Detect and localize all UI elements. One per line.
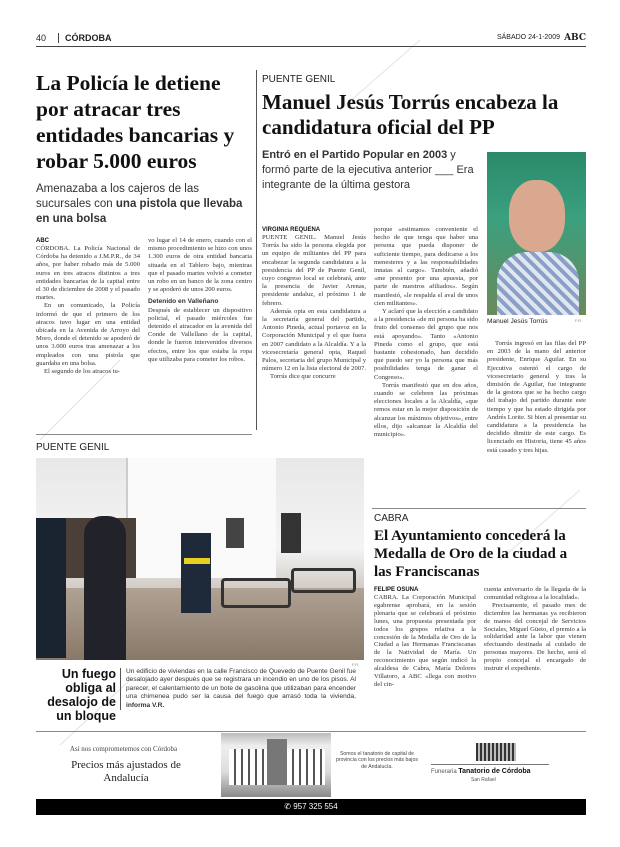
brand-sub: San Rafael [471, 777, 496, 783]
lede-bold: Entró en el Partido Popular en 2003 [262, 149, 448, 161]
story3-section: PUENTE GENIL [36, 442, 110, 453]
ad-brand [431, 767, 581, 784]
funeral-ad[interactable] [36, 733, 586, 817]
paragraph: Precisamente, el pasado mes de diciembre las hermanas ya recibieron de manos del concejal de Servicios Sociales, Miguel Güeto, el premio a la solidaridad ante la labor que vienen efectuando destinada al cuidado de personas mayores. De hecho, será el propio concejal el encargado de instruir el expediente. [484, 601, 586, 673]
byline: ABC [36, 238, 49, 244]
story2-col2 [374, 226, 478, 439]
paragraph: porque «estimamos conveniente el hecho de que tenga que haber una persona que pueda disponer de suficiente tiempo, para dedicarse a los menesteres y a las responsabilidades innatas al cargo». También, añadió «me presento por una apuesta, por parte de nuestros afiliados». Según manifestó, «le respalda el aval de unos cien militantes». [374, 226, 478, 307]
fire-photo [36, 458, 364, 660]
story2-section: PUENTE GENIL [262, 74, 336, 85]
torrus-photo [487, 152, 586, 315]
story1 [36, 70, 252, 376]
brand-logo: ABC [564, 33, 586, 43]
phone-number: 957 325 554 [293, 802, 338, 811]
caption-text: Un edificio de viviendas en la calle Francisco de Quevedo de Puente Genil fue desalojado ayer después que se registrara un incendio en uno de los pisos. Al parecer, el calentamiento de un bote de gasolina que utilizaban para encender una chimenea pudo ser la causa del fuego que arrasó toda la vivienda, [126, 668, 356, 701]
paragraph: PUENTE GENIL. Manuel Jesús Torrús ha sido la persona elegida por un equipo de militantes del PP para encabezar la segunda candidatura a la presidencia del PP de Puente Genil, cuyo congreso local se celebrará, ante la presencia de Javier Arenas, presidente andaluz, el próximo 1 de febrero. [262, 234, 366, 307]
lede-text: y formó parte de la ejecutiva anterior ___ Era integrante de la última gestora [262, 149, 474, 191]
ad-divider [36, 731, 586, 732]
ad-text: Somos el tanatorio de capital de provincia con los precios más bajos de Andalucía. [336, 751, 418, 770]
paragraph: CÓRDOBA. La Policía Nacional de Córdoba ha detenido a J.M.P.R., de 34 años, por haber robado más de 5.000 euros en tres atracos distintos a tres entidades bancarias de la capital entre el 30 de diciembre de 2008 y el pasado martes. [36, 245, 140, 302]
paragraph: Torrús ingresó en las filas del PP en 2003 de la mano del anterior presidente, Enrique Aguilar. En su Ejecutiva ostentó el cargo de vicesecretario general y tras la dimisión de Aguilar, fue integrante de la gestora que se ha hecho cargo del trabajo del partido durante este tiempo y que ha estado dirigida por Andrés Lorite. Si bien al presentar su candidatura a la presidencia ha decidido dimitir de este cargo. Es licenciado en Historia, tiene 45 años está casado y tres hijas. [487, 340, 586, 454]
page-header [36, 33, 586, 47]
ad-tagline: Así nos comprometemos con Córdoba [69, 745, 178, 753]
paragraph: vo lugar el 14 de enero, cuando con el mismo procedimiento se hizo con unos 1.300 euros de otra entidad bancaria situada en el Tablero bajo, mientras que el pasado martes volvió a cometer un robo en un banco de la zona centro y se apoderó de unos 200 euros. [148, 237, 252, 294]
paragraph: El segundo de los atracos tu- [44, 368, 120, 376]
story3-caption [126, 668, 356, 710]
paragraph: Torrús manifestó que en dos años, cuando se celebren las próximas elecciones locales a la Alcaldía, «que remos estar en la mejor disposición de alcanzar los máximos objetivos», entre ellos, dijo «alcanzar la Alcaldía del municipio». [374, 381, 478, 439]
paragraph: Además opta en esta candidatura a la secretaría general del partido, Antonio Pineda, actual portavoz en la Corporación Municipal y el que fuera en 2007 candidato a la Alcaldía. Y a la vicesecretaría general opta, Raquel Palos, secretaria del grupo Municipal y número 12 en la lista electoral de 2007. [262, 307, 366, 373]
ad-phone-bar [36, 799, 586, 815]
byline: FELIPE OSUNA [374, 587, 419, 593]
story4-headline: El Ayuntamiento concederá la Medalla de Oro de la ciudad a las Franciscanas [374, 528, 568, 580]
ad-building-photo [221, 733, 331, 797]
photo-credit: F.R. [352, 662, 360, 667]
story1-headline: La Policía le detiene por atracar tres entidades bancarias y robar 5.000 euros [36, 71, 235, 173]
story4-section: CABRA [374, 513, 409, 524]
byline: VIRGINIA REQUENA [262, 227, 321, 233]
ad-headline: Precios más ajustados de Andalucía [71, 759, 181, 784]
tanatorio-logo [476, 743, 516, 761]
photo-caption: Manuel Jesús Torrús [487, 318, 548, 325]
phone-icon: ✆ [284, 802, 294, 811]
story2-headline: Manuel Jesús Torrús encabeza la candidatura oficial del PP [262, 90, 559, 139]
paragraph: cuenta aniversario de la llegada de la comunidad religiosa a la localidad». [484, 586, 586, 601]
paragraph: Y aclaró que la elección a candidato a la presidencia «de mi persona ha sido fruto del consenso del grupo que nos está apoyando». Tanto «Antonio Pineda como el grupo, que está bastante cohesionado, han decidido que puedo ser yo la persona que más posibilidades tenga de ganar el Congreso». [374, 308, 478, 381]
story2-col1 [262, 226, 366, 382]
story3-headline: Un fuego obliga al desalojo de un bloque [47, 667, 116, 723]
paragraph: En un comunicado, la Policía informó de que el primero de los atracos tuvo lugar en una entidad ubicada en la Avenida de Arroyo del Moro, donde el detenido se apoderó de unos 3.000 euros tras amenazar a los empleados con una pistola que guardaba en una bolsa. [36, 302, 140, 367]
story4-col1 [374, 586, 476, 689]
section-name: CÓRDOBA [58, 33, 112, 43]
caption-credit: informa V.R. [126, 701, 165, 709]
story4-col2 [484, 586, 586, 673]
divider [36, 434, 252, 435]
divider [120, 668, 121, 710]
story1-col1 [36, 237, 140, 376]
photo-credit: F.R. [575, 318, 583, 323]
subheading: Detenido en Valleñano [148, 298, 219, 306]
divider [372, 508, 586, 509]
subhead-text: Amenazaba a los cajeros de las sucursales con [36, 183, 200, 210]
paragraph: Después de establecer un dispositivo policial, el pasado miércoles fue detenido el atracador en la avenida del Conde de Vallellano de la capital, donde le fueron intervenidos diversos efectos, entre los que estaba la ropa que utilizaba para cometer los robos. [148, 306, 252, 363]
paragraph: Torrús dice que concurre [270, 373, 336, 381]
issue-date: SÁBADO 24-1-2009 [496, 34, 560, 41]
story1-col2 [148, 237, 252, 364]
paragraph: CABRA. La Corporación Municipal egabrense aprobará, en la sesión plenaria que se celebrará el próximo lunes, una propuesta presentada por todos los grupos relativa a la concesión de la Medalla de Oro de la Ciudad a las Hermanas Franciscanas de la Natividad de María. Un reconocimiento que según indicó la alcaldesa de Cabra, María Dolores Villatoro, a ABC «llega con motivo del cin- [374, 594, 476, 688]
story2-col3 [487, 340, 586, 455]
subhead-bold: una pistola que llevaba en una bolsa [36, 198, 243, 225]
brand-name: Tanatorio de Córdoba [458, 768, 531, 775]
column-divider [256, 70, 257, 430]
page-number: 40 [36, 33, 47, 43]
story1-subhead [36, 182, 252, 227]
story2-lede [262, 148, 482, 193]
brand-prefix: Funeraria [431, 769, 457, 775]
story4 [374, 513, 586, 689]
